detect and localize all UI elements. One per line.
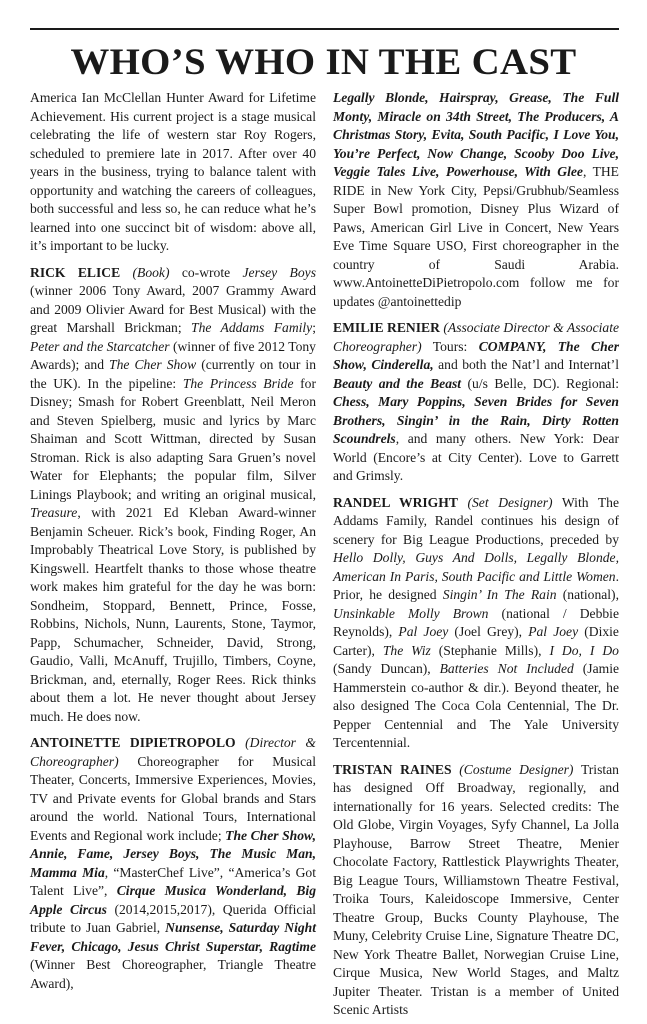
bio-antoinette-dipietropolo: ANTOINETTE DIPIETROPOLO (Director & Choreographer) Choreographer for Musical Theater, Concerts, Immersive Experiences, Movies, TV and Private events for Global brands and Stars around the world. National Tours, International Events and Regional work include; The Cher Show, Annie, Fame, Jersey Boys, The Music Man, Mamma Mia, “MasterChef Live”, “America’s Got Talent Live”, Cirque Musica Wonderland, Big Apple Circus (2014,2015,2017), Querida Official tribute to Juan Gabriel, Nunsense, Saturday Night Fever, Chicago, Jesus Christ Superstar, Ragtime (Winner Best Choreographer, Triangle Theatre Award), [30, 735, 317, 991]
right-column [333, 89, 619, 1024]
bio-role: (Costume Designer) [459, 761, 574, 777]
bio-name: TRISTAN RAINES [333, 761, 452, 777]
top-rule [30, 28, 619, 30]
bio-name: RICK ELICE [30, 264, 121, 280]
bio-name: EMILIE RENIER [333, 320, 440, 335]
bio-role: (Set Designer) [467, 494, 553, 510]
bio-name: ANTOINETTE DIPIETROPOLO [30, 735, 236, 750]
bio-tristan-raines: TRISTAN RAINES (Costume Designer) Tristan has designed Off Broadway, regionally, and internationally for 16 years. Selected credits: The Old Globe, Virgin Voyages, Syfy Channel, La Jolla Playhouse, Barrow Street Theatre, Menier Chocolate Factory, Rattlestick Playwrights Theater, Big League Tours, Williamstown Theatre Festival, Troika Tours, Kaleidoscope Immersive, Center Theatre Group, Bucks County Playhouse, The Muny, Celebrity Cruise Line, Signature Theatre DC, New York Theatre Ballet, Norwegian Cruise Line, Cirque Musica, New World Stages, and Maltz Jupiter Theater. Tristan is a member of United Scenic Artists [333, 761, 619, 1017]
bio-emilie-renier: EMILIE RENIER (Associate Director & Associate Choreographer) Tours: COMPANY, The Cher Show, Cinderella, and both the Nat’l and Internat’l Beauty and the Beast (u/s Belle, DC). Regional: Chess, Mary Poppins, Seven Brides for Seven Brothers, Singin’ in the Rain, Dirty Rotten Scoundrels, and many others. New York: Dear World (Encore’s at City Center). Love to Garrett and Grimsly. [333, 320, 620, 483]
left-column [30, 89, 316, 1001]
bio-role: (Associate Director & Associate Choreographer) [333, 320, 620, 354]
bio-randel-wright: RANDEL WRIGHT (Set Designer) With The Addams Family, Randel continues his design of scenery for Big League Productions, preceded by Hello Dolly, Guys And Dolls, Legally Blonde, American In Paris, South Pacific and Little Women. Prior, he designed Singin’ In The Rain (national), Unsinkable Molly Brown (national / Debbie Reynolds), Pal Joey (Joel Grey), Pal Joey (Dixie Carter), The Wiz (Stephanie Mills), I Do, I Do (Sandy Duncan), Batteries Not Included (Jamie Hammerstein co-author & dir.). Beyond theater, he also designed The Coca Cola Centennial, The Dr. Pepper Centennial and The Yale University Tercentennial. [333, 494, 619, 750]
bio-role: (Director & Choreographer) [30, 735, 316, 769]
bio-role: (Book) [132, 264, 170, 280]
bio-name: RANDEL WRIGHT [333, 494, 458, 510]
page-title: WHO’S WHO IN THE CAST [70, 42, 577, 83]
bio-antoinette-continued: Legally Blonde, Hairspray, Grease, The Full Monty, Miracle on 34th Street, The Producers, A Christmas Story, Evita, South Pacific, I Love You, You’re Perfect, Now Change, Scooby Doo Live, Veggie Tales Live, Powerhouse, With Glee, THE RIDE in New York City, Pepsi/Grubhub/Seamless Super Bowl promotion, Disney Plus Wizard of Paws, American Girl Live in Concert, New Years Eve Time Square USO, First choreographer in the country of Saudi Arabia. www.AntoinetteDiPietropolo.com follow me for updates @antoinettedip [333, 90, 619, 309]
bio-intro-continued: America Ian McClellan Hunter Award for Lifetime Achievement. His current project is a stage musical celebrating the life of western star Roy Rogers, scheduled to premiere late in 2017. After over 40 years in the business, trying to balance talent with opportunity and watching the careers of colleagues, both successful and less so, he can reduce what he’s learned into one succinct bit of wisdom: above all, it’s important to be lucky. [30, 90, 316, 253]
bio-rick-elice: RICK ELICE (Book) co-wrote Jersey Boys (winner 2006 Tony Award, 2007 Grammy Award and 2009 Olivier Award for Best Musical) with the great Marshall Brickman; The Addams Family; Peter and the Starcatcher (winner of five 2012 Tony Awards); and The Cher Show (currently on tour in the UK). In the pipeline: The Princess Bride for Disney; Smash for Robert Greenblatt, Neil Meron and Steven Spielberg, music and lyrics by Marc Shaiman and Scott Wittman, directed by Susan Stroman. Rick is also adapting Sara Gruen’s novel Water for Elephants; the popular film, Silver Linings Playbook; and writing an original musical, Treasure, with 2021 Ed Kleban Award-winner Benjamin Scheuer. Rick’s book, Finding Roger, An Improbably Theatrical Love Story, is published by Kingswell. Heartfelt thanks to those whose theatre work makes him grateful for the day he was born: Sondheim, Stoppard, Bennett, Prince, Fosse, Robbins, Nichols, Nunn, Laurents, Stone, Taymor, Papp, Schumacher, Schneider, David, Strong, Gaudio, Valli, McAnuff, Trujillo, Timbers, Coyne, Brickman, and, eternally, Roger Rees. Rick thinks about them a lot. He never thought about Jersey much. He does now. [30, 264, 317, 724]
